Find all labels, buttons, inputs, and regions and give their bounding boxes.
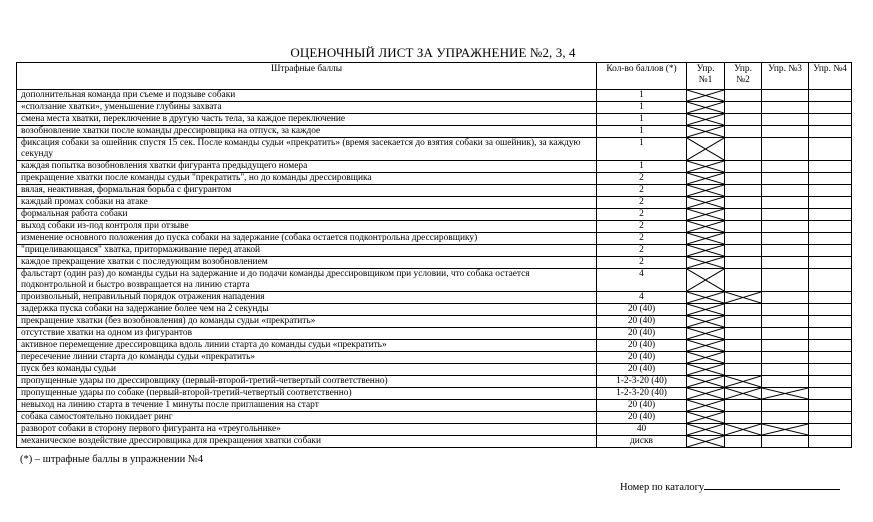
exercise-3-cell[interactable] <box>762 245 809 257</box>
exercise-4-cell[interactable] <box>809 126 852 138</box>
cross-out-icon <box>687 269 724 291</box>
table-row <box>17 245 852 257</box>
exercise-2-cell[interactable] <box>725 316 762 328</box>
table-header-row <box>17 63 852 90</box>
exercise-2-cell[interactable] <box>725 233 762 245</box>
table-row <box>17 269 852 292</box>
table-row <box>17 114 852 126</box>
penalty-points: 2 <box>597 257 687 269</box>
cross-out-icon <box>687 257 724 268</box>
cross-out-icon <box>687 185 724 196</box>
exercise-2-cell[interactable] <box>725 90 762 102</box>
exercise-2-cell-crossed <box>725 388 762 400</box>
exercise-2-cell[interactable] <box>725 257 762 269</box>
cross-out-icon <box>687 328 724 339</box>
table-row <box>17 292 852 304</box>
penalty-description: пересечение линии старта до команды судьи «прекратить» <box>17 352 597 364</box>
table-row <box>17 304 852 316</box>
penalty-points: 20 (40) <box>597 316 687 328</box>
penalty-description: вялая, неактивная, формальная борьба с фигурантом <box>17 185 597 197</box>
penalty-description: дополнительная команда при съеме и подзыве собаки <box>17 90 597 102</box>
cross-out-icon <box>687 209 724 220</box>
exercise-3-cell[interactable] <box>762 197 809 209</box>
exercise-3-cell[interactable] <box>762 90 809 102</box>
exercise-1-cell-crossed <box>687 412 725 424</box>
cross-out-icon <box>687 352 724 363</box>
exercise-2-cell[interactable] <box>725 102 762 114</box>
exercise-3-cell[interactable] <box>762 376 809 388</box>
exercise-3-cell[interactable] <box>762 292 809 304</box>
sheet-title: ОЦЕНОЧНЫЙ ЛИСТ ЗА УПРАЖНЕНИЕ №2, 3, 4 <box>290 45 576 60</box>
exercise-4-cell[interactable] <box>809 269 852 292</box>
exercise-3-cell[interactable] <box>762 436 809 448</box>
cross-out-icon <box>687 90 724 101</box>
table-row <box>17 221 852 233</box>
table-body <box>17 90 852 448</box>
exercise-1-cell-crossed <box>687 257 725 269</box>
table-row <box>17 388 852 400</box>
exercise-1-cell-crossed <box>687 126 725 138</box>
table-row <box>17 328 852 340</box>
penalty-points: 2 <box>597 209 687 221</box>
cross-out-icon <box>687 424 724 435</box>
penalty-points: 40 <box>597 424 687 436</box>
exercise-4-cell[interactable] <box>809 316 852 328</box>
exercise-1-cell-crossed <box>687 328 725 340</box>
table-row <box>17 424 852 436</box>
exercise-2-cell[interactable] <box>725 400 762 412</box>
exercise-1-cell-crossed <box>687 233 725 245</box>
table-row <box>17 209 852 221</box>
exercise-1-cell-crossed <box>687 304 725 316</box>
table-row <box>17 352 852 364</box>
penalty-description: фальстарт (один раз) до команды судьи на задержание и до подачи команды дрессировщиком при условии, что собака остается подконтрольной и быстро возвращается на линию старта <box>17 269 597 292</box>
penalty-description: задержка пуска собаки на задержание более чем на 2 секунды <box>17 304 597 316</box>
cross-out-icon <box>687 304 724 315</box>
exercise-1-cell-crossed <box>687 292 725 304</box>
exercise-1-cell-crossed <box>687 269 725 292</box>
exercise-3-cell[interactable] <box>762 114 809 126</box>
penalty-points: 2 <box>597 197 687 209</box>
penalty-points: 1 <box>597 126 687 138</box>
cross-out-icon <box>687 126 724 137</box>
cross-out-icon <box>687 412 724 423</box>
penalty-points: дискв <box>597 436 687 448</box>
exercise-1-cell-crossed <box>687 436 725 448</box>
exercise-1-cell-crossed <box>687 364 725 376</box>
penalty-points: 20 (40) <box>597 304 687 316</box>
footnote: (*) – штрафные баллы в упражнении №4 <box>20 454 204 465</box>
cross-out-icon <box>687 245 724 256</box>
exercise-1-cell-crossed <box>687 114 725 126</box>
penalty-points: 20 (40) <box>597 340 687 352</box>
table-row <box>17 173 852 185</box>
exercise-3-cell[interactable] <box>762 328 809 340</box>
exercise-1-cell-crossed <box>687 185 725 197</box>
cross-out-icon <box>687 316 724 327</box>
penalty-description: формальная работа собаки <box>17 209 597 221</box>
exercise-2-cell[interactable] <box>725 173 762 185</box>
penalty-description: разворот собаки в сторону первого фигуранта на «треугольнике» <box>17 424 597 436</box>
exercise-1-cell-crossed <box>687 352 725 364</box>
exercise-3-cell[interactable] <box>762 126 809 138</box>
exercise-3-cell[interactable] <box>762 221 809 233</box>
penalty-description: пуск без команды судьи <box>17 364 597 376</box>
exercise-3-cell[interactable] <box>762 209 809 221</box>
exercise-3-cell[interactable] <box>762 102 809 114</box>
exercise-1-cell-crossed <box>687 161 725 173</box>
penalty-description: каждое прекращение хватки с последующим возобновлением <box>17 257 597 269</box>
penalty-description: смена места хватки, переключение в другую часть тела, за каждое переключение <box>17 114 597 126</box>
penalty-points: 20 (40) <box>597 328 687 340</box>
exercise-1-cell-crossed <box>687 400 725 412</box>
table-row <box>17 412 852 424</box>
catalog-number-input-line[interactable] <box>704 478 840 490</box>
penalty-points: 1 <box>597 114 687 126</box>
exercise-2-cell[interactable] <box>725 209 762 221</box>
exercise-1-cell-crossed <box>687 173 725 185</box>
penalty-points: 2 <box>597 173 687 185</box>
exercise-4-cell[interactable] <box>809 436 852 448</box>
penalty-points: 4 <box>597 292 687 304</box>
exercise-4-cell[interactable] <box>809 245 852 257</box>
exercise-4-cell[interactable] <box>809 424 852 436</box>
exercise-3-cell-crossed <box>762 388 809 400</box>
exercise-1-cell-crossed <box>687 245 725 257</box>
exercise-4-cell[interactable] <box>809 233 852 245</box>
header-exercise-3: Упр. №3 <box>762 63 809 90</box>
exercise-2-cell[interactable] <box>725 197 762 209</box>
exercise-3-cell[interactable] <box>762 364 809 376</box>
penalty-points: 2 <box>597 245 687 257</box>
exercise-4-cell[interactable] <box>809 173 852 185</box>
cross-out-icon <box>687 292 724 303</box>
exercise-3-cell[interactable] <box>762 304 809 316</box>
header-exercise-4: Упр. №4 <box>809 63 852 90</box>
exercise-2-cell[interactable] <box>725 364 762 376</box>
table-row <box>17 197 852 209</box>
cross-out-icon <box>687 388 724 399</box>
header-penalty: Штрафные баллы <box>17 63 597 90</box>
cross-out-icon <box>762 388 808 399</box>
exercise-2-cell[interactable] <box>725 328 762 340</box>
exercise-1-cell-crossed <box>687 221 725 233</box>
exercise-3-cell[interactable] <box>762 400 809 412</box>
penalty-points: 1-2-3-20 (40) <box>597 376 687 388</box>
penalty-description: "прицеливающаяся" хватка, притормаживание перед атакой <box>17 245 597 257</box>
exercise-4-cell[interactable] <box>809 114 852 126</box>
penalty-description: «сползание хватки», уменьшение глубины захвата <box>17 102 597 114</box>
cross-out-icon <box>687 364 724 375</box>
exercise-2-cell[interactable] <box>725 138 762 161</box>
exercise-2-cell[interactable] <box>725 352 762 364</box>
cross-out-icon <box>687 376 724 387</box>
penalty-description: отсутствие хватки на одном из фигурантов <box>17 328 597 340</box>
penalty-description: собака самостоятельно покидает ринг <box>17 412 597 424</box>
table-row <box>17 316 852 328</box>
table-row <box>17 436 852 448</box>
penalty-points: 20 (40) <box>597 412 687 424</box>
exercise-4-cell[interactable] <box>809 304 852 316</box>
exercise-2-cell[interactable] <box>725 245 762 257</box>
exercise-2-cell[interactable] <box>725 269 762 292</box>
penalty-points: 2 <box>597 185 687 197</box>
exercise-4-cell[interactable] <box>809 340 852 352</box>
catalog-number-label: Номер по каталогу <box>620 482 705 493</box>
table-row <box>17 340 852 352</box>
catalog-number-field <box>620 478 840 493</box>
penalty-points: 1 <box>597 161 687 173</box>
exercise-3-cell-crossed <box>762 424 809 436</box>
exercise-1-cell-crossed <box>687 388 725 400</box>
penalty-description: пропущенные удары по дрессировщику (первый-второй-третий-четвертый соответственно) <box>17 376 597 388</box>
cross-out-icon <box>725 388 761 399</box>
exercise-2-cell[interactable] <box>725 161 762 173</box>
exercise-4-cell[interactable] <box>809 185 852 197</box>
exercise-4-cell[interactable] <box>809 90 852 102</box>
exercise-2-cell-crossed <box>725 292 762 304</box>
table-row <box>17 233 852 245</box>
exercise-1-cell-crossed <box>687 197 725 209</box>
cross-out-icon <box>687 197 724 208</box>
penalty-description: выход собаки из-под контроля при отзыве <box>17 221 597 233</box>
penalty-description: каждый промах собаки на атаке <box>17 197 597 209</box>
penalty-description: пропущенные удары по собаке (первый-второй-третий-четвертый соответственно) <box>17 388 597 400</box>
penalty-points: 1 <box>597 138 687 161</box>
penalty-description: каждая попытка возобновления хватки фигуранта предыдущего номера <box>17 161 597 173</box>
penalty-points: 2 <box>597 233 687 245</box>
exercise-2-cell[interactable] <box>725 304 762 316</box>
exercise-3-cell[interactable] <box>762 340 809 352</box>
cross-out-icon <box>687 436 724 447</box>
header-exercise-1: Упр. №1 <box>687 63 725 90</box>
penalty-description: прекращение хватки после команды судьи "прекратить", но до команды дрессировщика <box>17 173 597 185</box>
exercise-4-cell[interactable] <box>809 161 852 173</box>
exercise-2-cell-crossed <box>725 424 762 436</box>
cross-out-icon <box>687 138 724 160</box>
exercise-4-cell[interactable] <box>809 292 852 304</box>
exercise-4-cell[interactable] <box>809 138 852 161</box>
cross-out-icon <box>687 400 724 411</box>
exercise-2-cell[interactable] <box>725 436 762 448</box>
exercise-1-cell-crossed <box>687 424 725 436</box>
exercise-3-cell[interactable] <box>762 257 809 269</box>
penalty-points: 1 <box>597 90 687 102</box>
exercise-2-cell-crossed <box>725 376 762 388</box>
cross-out-icon <box>687 221 724 232</box>
exercise-2-cell[interactable] <box>725 126 762 138</box>
exercise-3-cell[interactable] <box>762 316 809 328</box>
exercise-1-cell-crossed <box>687 138 725 161</box>
table-row <box>17 400 852 412</box>
exercise-1-cell-crossed <box>687 102 725 114</box>
penalty-description: произвольный, неправильный порядок отражения нападения <box>17 292 597 304</box>
penalty-description: возобновление хватки после команды дрессировщика на отпуск, за каждое <box>17 126 597 138</box>
exercise-2-cell[interactable] <box>725 221 762 233</box>
cross-out-icon <box>725 424 761 435</box>
exercise-3-cell[interactable] <box>762 233 809 245</box>
cross-out-icon <box>687 340 724 351</box>
cross-out-icon <box>687 114 724 125</box>
table-row <box>17 102 852 114</box>
header-exercise-2: Упр. №2 <box>725 63 762 90</box>
table-row <box>17 376 852 388</box>
exercise-1-cell-crossed <box>687 209 725 221</box>
exercise-2-cell[interactable] <box>725 185 762 197</box>
exercise-4-cell[interactable] <box>809 388 852 400</box>
penalty-description: прекращение хватки (без возобновления) до команды судьи «прекратить» <box>17 316 597 328</box>
exercise-4-cell[interactable] <box>809 328 852 340</box>
cross-out-icon <box>687 233 724 244</box>
exercise-4-cell[interactable] <box>809 102 852 114</box>
table-row <box>17 185 852 197</box>
exercise-3-cell[interactable] <box>762 352 809 364</box>
exercise-3-cell[interactable] <box>762 269 809 292</box>
cross-out-icon <box>762 424 808 435</box>
exercise-1-cell-crossed <box>687 340 725 352</box>
penalty-description: фиксация собаки за ошейник спустя 15 сек. После команды судьи «прекратить» (время засекается до взятия собаки за ошейник), за каждую секунду <box>17 138 597 161</box>
penalty-points: 1-2-3-20 (40) <box>597 388 687 400</box>
cross-out-icon <box>725 376 761 387</box>
penalty-description: механическое воздействие дрессировщика для прекращения хватки собаки <box>17 436 597 448</box>
exercise-3-cell[interactable] <box>762 412 809 424</box>
cross-out-icon <box>687 173 724 184</box>
exercise-4-cell[interactable] <box>809 412 852 424</box>
exercise-3-cell[interactable] <box>762 173 809 185</box>
exercise-4-cell[interactable] <box>809 257 852 269</box>
cross-out-icon <box>687 161 724 172</box>
exercise-4-cell[interactable] <box>809 221 852 233</box>
exercise-4-cell[interactable] <box>809 352 852 364</box>
exercise-2-cell[interactable] <box>725 114 762 126</box>
exercise-3-cell[interactable] <box>762 161 809 173</box>
header-points: Кол-во баллов (*) <box>597 63 687 90</box>
exercise-1-cell-crossed <box>687 376 725 388</box>
table-row <box>17 126 852 138</box>
exercise-4-cell[interactable] <box>809 197 852 209</box>
exercise-4-cell[interactable] <box>809 400 852 412</box>
penalty-points: 2 <box>597 221 687 233</box>
exercise-4-cell[interactable] <box>809 209 852 221</box>
penalty-points: 20 (40) <box>597 352 687 364</box>
evaluation-table <box>16 62 852 448</box>
penalty-description: изменение основного положения до пуска собаки на задержание (собака остается подконтрольна дрессировщику) <box>17 233 597 245</box>
penalty-points: 20 (40) <box>597 364 687 376</box>
exercise-3-cell[interactable] <box>762 138 809 161</box>
exercise-2-cell[interactable] <box>725 340 762 352</box>
exercise-3-cell[interactable] <box>762 185 809 197</box>
table-row <box>17 257 852 269</box>
penalty-points: 4 <box>597 269 687 292</box>
exercise-4-cell[interactable] <box>809 376 852 388</box>
table-row <box>17 90 852 102</box>
penalty-points: 20 (40) <box>597 400 687 412</box>
penalty-description: невыход на линию старта в течение 1 минуты после приглашения на старт <box>17 400 597 412</box>
exercise-1-cell-crossed <box>687 90 725 102</box>
penalty-points: 1 <box>597 102 687 114</box>
table-row <box>17 138 852 161</box>
cross-out-icon <box>687 102 724 113</box>
table-row <box>17 364 852 376</box>
table-row <box>17 161 852 173</box>
exercise-4-cell[interactable] <box>809 364 852 376</box>
cross-out-icon <box>725 292 761 303</box>
exercise-1-cell-crossed <box>687 316 725 328</box>
penalty-description: активное перемещение дрессировщика вдоль линии старта до команды судьи «прекратить» <box>17 340 597 352</box>
exercise-2-cell[interactable] <box>725 412 762 424</box>
